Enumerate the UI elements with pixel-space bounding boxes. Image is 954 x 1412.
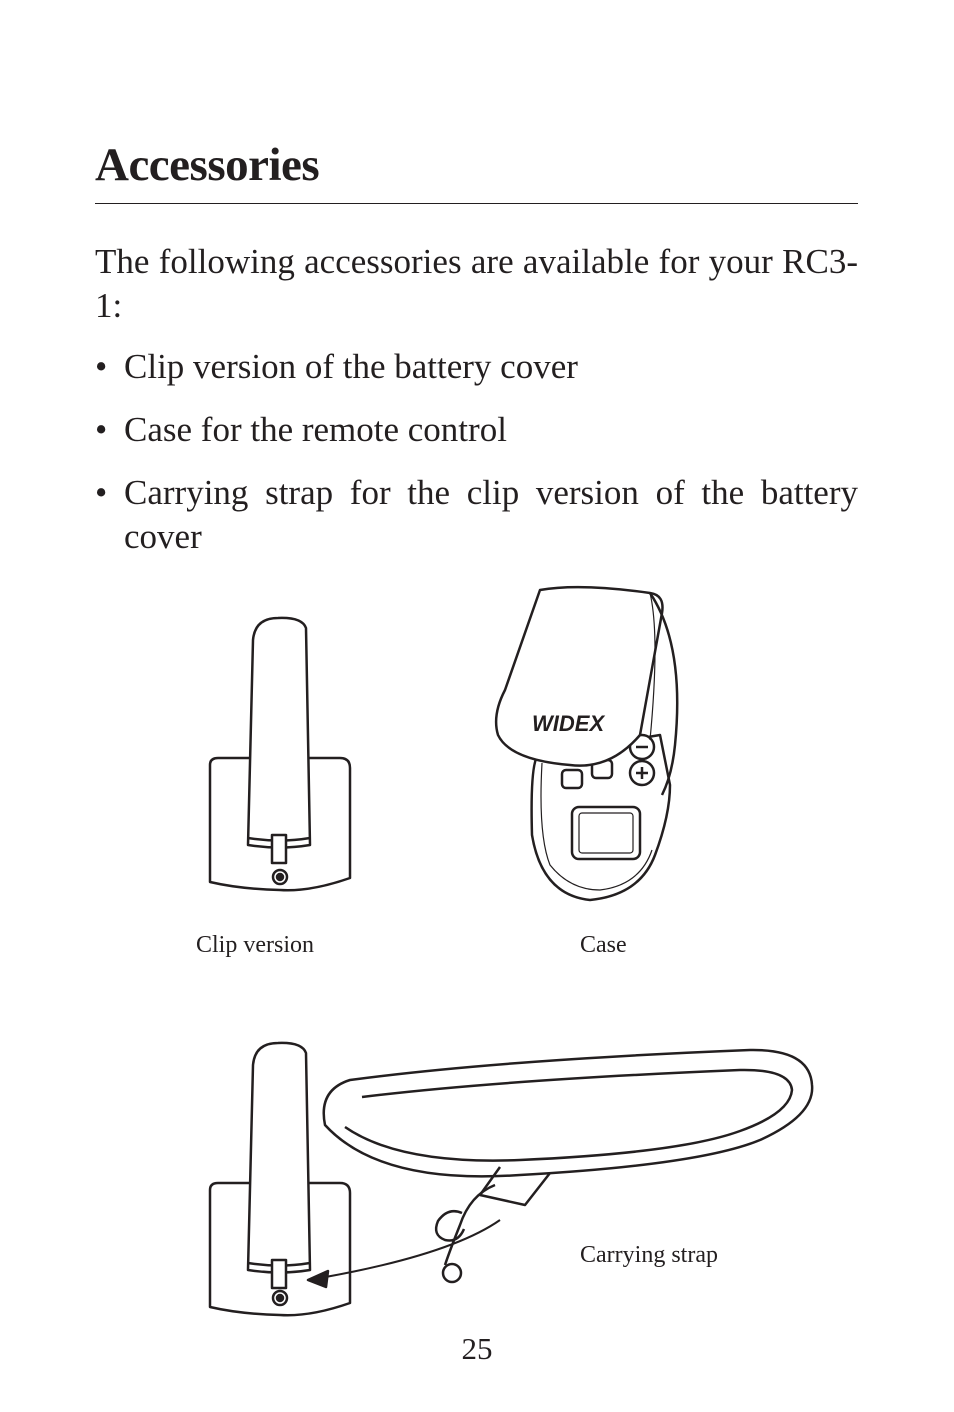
bullet-icon: •	[95, 410, 108, 449]
bullet-icon: •	[95, 347, 108, 386]
case-illustration	[490, 585, 690, 910]
list-item-text: Clip version of the battery cover	[124, 347, 578, 386]
list-item	[95, 471, 858, 559]
list-item	[95, 408, 858, 452]
bullet-icon: •	[95, 473, 108, 512]
caption-case: Case	[580, 932, 627, 958]
intro-paragraph: The following accessories are available for your RC3-1:	[95, 242, 858, 325]
clip-version-illustration	[200, 610, 360, 900]
accessory-list	[95, 345, 858, 578]
caption-clip-version: Clip version	[196, 932, 314, 958]
list-item	[95, 345, 858, 389]
list-item-text: Case for the remote control	[124, 410, 507, 449]
brand-logo: WIDEX	[532, 711, 605, 736]
list-item-text: Carrying strap for the clip version of the battery cover	[124, 473, 858, 556]
page-title: Accessories	[95, 139, 320, 191]
title-rule	[95, 203, 858, 204]
caption-carrying-strap: Carrying strap	[580, 1242, 718, 1268]
carrying-strap-illustration	[200, 1035, 830, 1320]
page-number: 25	[461, 1331, 493, 1366]
